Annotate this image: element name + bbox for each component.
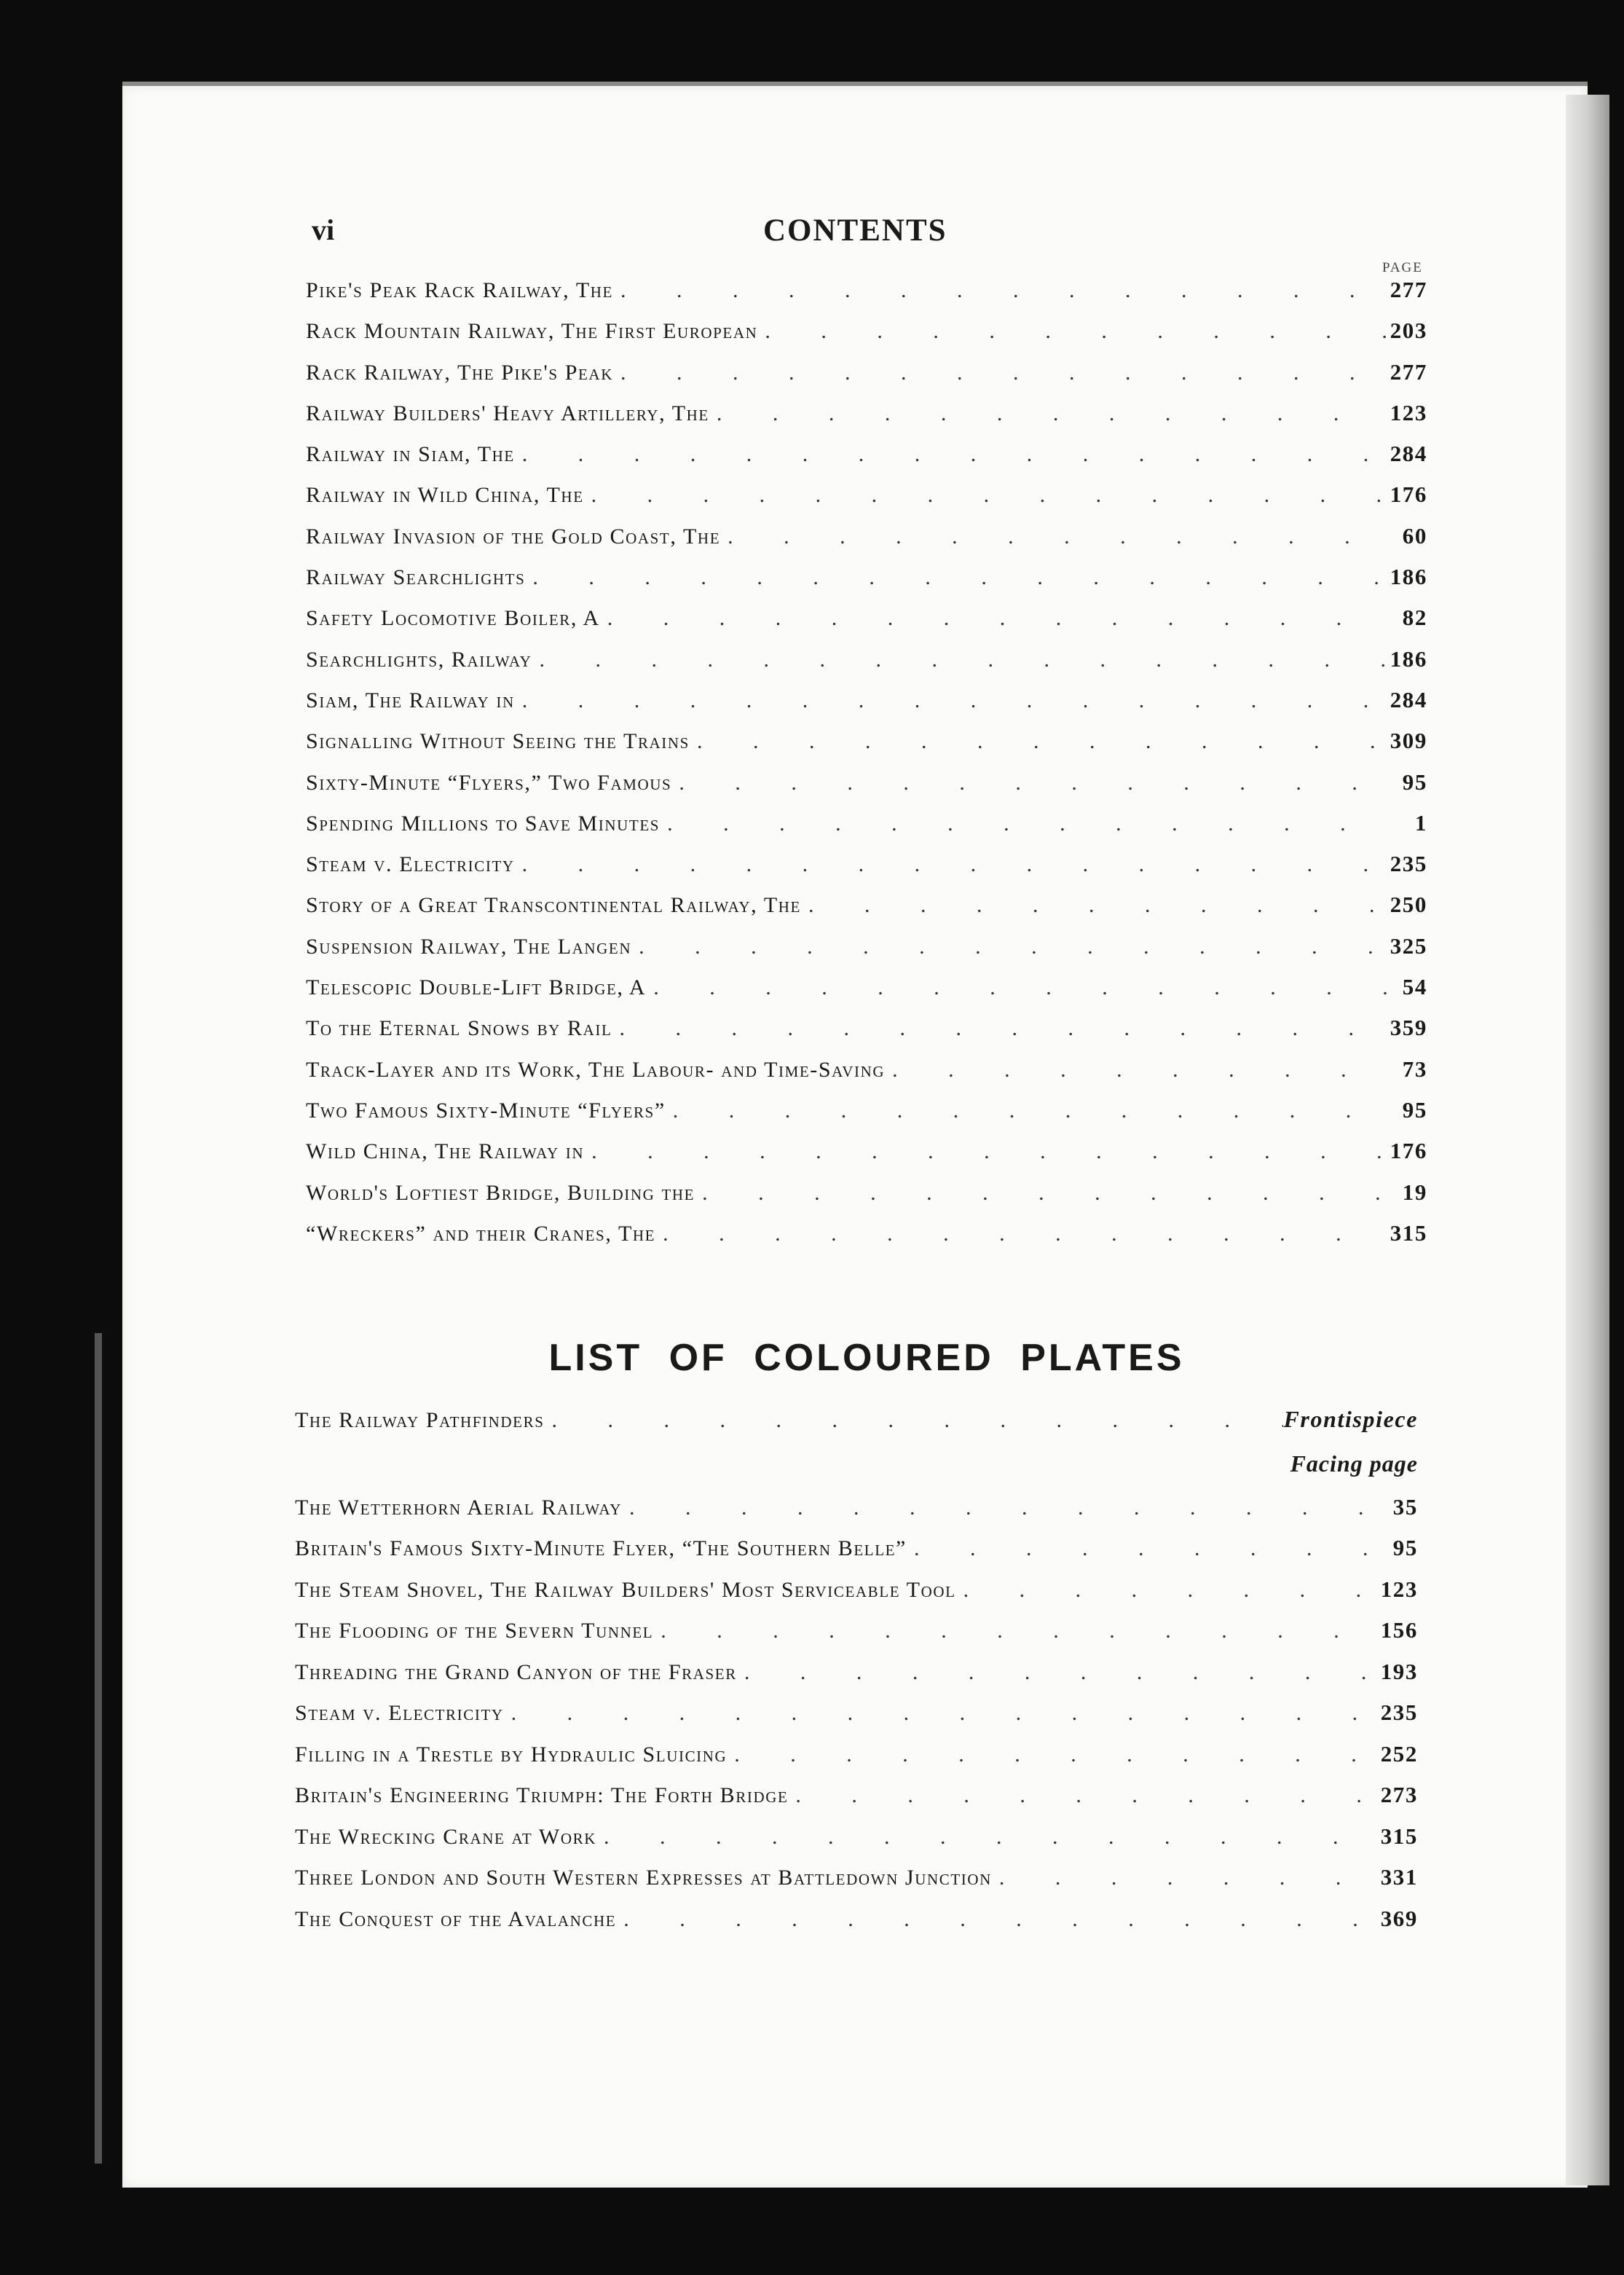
list-item bbox=[295, 1823, 1418, 1865]
entry-title: Signalling Without Seeing the Trains bbox=[306, 729, 690, 754]
entry-title: To the Eternal Snows by Rail bbox=[306, 1016, 612, 1041]
entry-page-number: 315 bbox=[1390, 1219, 1427, 1246]
entry-title: Sixty-Minute “Flyers,” Two Famous bbox=[306, 770, 672, 795]
list-item bbox=[295, 1659, 1418, 1700]
page-column-label: PAGE bbox=[1382, 260, 1423, 275]
list-item bbox=[306, 687, 1427, 728]
entry-title: Rack Mountain Railway, The First European bbox=[306, 319, 758, 344]
entry-title: The Flooding of the Severn Tunnel bbox=[295, 1619, 654, 1643]
page-edge bbox=[1566, 95, 1609, 2185]
entry-page-number: 73 bbox=[1402, 1056, 1427, 1082]
dot-leader bbox=[992, 1866, 1380, 1890]
dot-leader bbox=[646, 975, 1390, 1000]
dot-leader bbox=[600, 606, 1390, 631]
entry-title: Three London and South Western Expresses at Battledown Junction bbox=[295, 1866, 992, 1890]
list-item bbox=[306, 605, 1427, 645]
dot-leader bbox=[671, 771, 1390, 795]
entry-title: The Wrecking Crane at Work bbox=[295, 1824, 596, 1849]
entry-title: Railway Searchlights bbox=[306, 565, 526, 590]
entry-title: Filling in a Trestle by Hydraulic Sluicing bbox=[295, 1742, 728, 1767]
list-item bbox=[306, 769, 1427, 810]
entry-page-number: 277 bbox=[1390, 358, 1427, 385]
list-item bbox=[306, 441, 1427, 482]
list-item bbox=[306, 892, 1427, 932]
list-item bbox=[306, 646, 1427, 687]
entry-page-number: 60 bbox=[1402, 522, 1427, 549]
list-item bbox=[306, 359, 1427, 400]
entry-page-number: 359 bbox=[1390, 1015, 1427, 1041]
dot-leader bbox=[907, 1536, 1380, 1561]
entry-page-number: 203 bbox=[1390, 318, 1427, 344]
dot-leader bbox=[545, 1408, 1284, 1433]
dot-leader bbox=[655, 1222, 1390, 1246]
list-item bbox=[306, 523, 1427, 564]
dot-leader bbox=[612, 1016, 1390, 1041]
entry-title: Safety Locomotive Boiler, A bbox=[306, 606, 600, 631]
entry-page-number: 369 bbox=[1380, 1905, 1418, 1931]
entry-page-number: 176 bbox=[1390, 1138, 1427, 1164]
entry-page-number: 250 bbox=[1390, 892, 1427, 918]
list-item bbox=[295, 1741, 1418, 1783]
entry-title: Steam v. Electricity bbox=[295, 1701, 504, 1725]
dot-leader bbox=[631, 935, 1390, 959]
list-item bbox=[306, 810, 1427, 851]
entry-title: Suspension Railway, The Langen bbox=[306, 934, 632, 959]
list-item bbox=[306, 974, 1427, 1015]
dot-leader bbox=[584, 483, 1390, 508]
entry-title: Spending Millions to Save Minutes bbox=[306, 811, 661, 836]
entry-title: Track-Layer and its Work, The Labour- and Time-Saving bbox=[306, 1057, 886, 1082]
plates-heading: LIST OF COLOURED PLATES bbox=[548, 1337, 1185, 1379]
entry-title: “Wreckers” and their Cranes, The bbox=[306, 1221, 656, 1246]
entry-page-number: 277 bbox=[1390, 277, 1427, 302]
entry-page-number: 95 bbox=[1402, 1096, 1427, 1123]
entry-title: Telescopic Double-Lift Bridge, A bbox=[306, 975, 647, 1000]
entry-page-number: 284 bbox=[1390, 686, 1427, 712]
dot-leader bbox=[660, 812, 1390, 836]
list-item bbox=[295, 1494, 1418, 1536]
entry-page-number: 315 bbox=[1380, 1823, 1418, 1849]
list-item bbox=[295, 1700, 1418, 1741]
entry-page-number: 193 bbox=[1380, 1658, 1418, 1684]
entry-title: Threading the Grand Canyon of the Fraser bbox=[295, 1659, 737, 1684]
dot-leader bbox=[622, 1496, 1380, 1520]
dot-leader bbox=[788, 1783, 1380, 1808]
dot-leader bbox=[885, 1058, 1390, 1083]
dot-leader bbox=[727, 1742, 1380, 1767]
facing-page-label: Facing page bbox=[1290, 1450, 1418, 1477]
list-item bbox=[306, 1097, 1427, 1138]
dot-leader bbox=[737, 1660, 1380, 1685]
entry-page-number: 309 bbox=[1390, 728, 1427, 754]
entry-page-number: 325 bbox=[1390, 932, 1427, 959]
list-item bbox=[306, 318, 1427, 358]
entry-page-number: 186 bbox=[1390, 645, 1427, 672]
entry-page-number: 123 bbox=[1380, 1576, 1418, 1602]
list-item bbox=[306, 482, 1427, 522]
list-item bbox=[295, 1782, 1418, 1823]
dot-leader bbox=[525, 565, 1390, 590]
page-folio: vi bbox=[312, 213, 335, 246]
list-item bbox=[306, 277, 1427, 318]
list-item bbox=[306, 851, 1427, 892]
entry-page-number: 1 bbox=[1414, 809, 1427, 836]
entry-title: Railway Invasion of the Gold Coast, The bbox=[306, 524, 721, 549]
entry-title: Railway in Wild China, The bbox=[306, 483, 584, 508]
dot-leader bbox=[666, 1099, 1390, 1123]
list-item bbox=[306, 1220, 1427, 1261]
entry-page-number: 19 bbox=[1402, 1179, 1427, 1205]
plate-items bbox=[295, 1494, 1418, 1947]
entry-page-number: 95 bbox=[1402, 769, 1427, 795]
frontispiece-label: Frontispiece bbox=[1283, 1406, 1418, 1432]
dot-leader bbox=[515, 688, 1390, 713]
dot-leader bbox=[504, 1701, 1380, 1726]
entry-page-number: 186 bbox=[1390, 564, 1427, 590]
dot-leader bbox=[757, 319, 1390, 344]
entry-title: Pike's Peak Rack Railway, The bbox=[306, 278, 613, 302]
list-item bbox=[306, 1056, 1427, 1097]
dot-leader bbox=[584, 1139, 1390, 1164]
entry-title: Railway in Siam, The bbox=[306, 442, 515, 467]
dot-leader bbox=[596, 1825, 1380, 1850]
entry-page-number: 54 bbox=[1402, 974, 1427, 1000]
contents-list bbox=[306, 277, 1427, 1261]
dot-leader bbox=[613, 361, 1390, 385]
entry-page-number: 252 bbox=[1380, 1740, 1418, 1767]
list-item bbox=[306, 564, 1427, 605]
page-title: CONTENTS bbox=[763, 213, 947, 248]
dot-leader bbox=[695, 1181, 1390, 1206]
list-item bbox=[306, 400, 1427, 441]
entry-page-number: 176 bbox=[1390, 482, 1427, 508]
entry-title: Story of a Great Transcontinental Railway, The bbox=[306, 893, 801, 918]
entry-title: Britain's Famous Sixty-Minute Flyer, “The Southern Belle” bbox=[295, 1536, 907, 1560]
plate-title: The Railway Pathfinders bbox=[295, 1408, 545, 1432]
dot-leader bbox=[613, 278, 1390, 303]
entry-title: Searchlights, Railway bbox=[306, 647, 532, 672]
entry-page-number: 273 bbox=[1380, 1782, 1418, 1807]
entry-title: Rack Railway, The Pike's Peak bbox=[306, 360, 613, 385]
book-gutter bbox=[95, 1333, 102, 2164]
entry-title: Siam, The Railway in bbox=[306, 688, 515, 712]
dot-leader bbox=[616, 1907, 1380, 1932]
entry-page-number: 331 bbox=[1380, 1864, 1418, 1890]
plate-frontispiece-row bbox=[295, 1406, 1418, 1447]
entry-title: World's Loftiest Bridge, Building the bbox=[306, 1180, 695, 1205]
list-item bbox=[306, 1138, 1427, 1179]
list-item bbox=[295, 1535, 1418, 1576]
entry-title: Railway Builders' Heavy Artillery, The bbox=[306, 401, 709, 425]
entry-title: Steam v. Electricity bbox=[306, 852, 515, 877]
dot-leader bbox=[515, 852, 1390, 877]
dot-leader bbox=[515, 442, 1390, 467]
entry-title: Wild China, The Railway in bbox=[306, 1139, 585, 1164]
entry-page-number: 284 bbox=[1390, 441, 1427, 467]
dot-leader bbox=[801, 893, 1390, 918]
entry-page-number: 235 bbox=[1390, 851, 1427, 877]
list-item bbox=[295, 1864, 1418, 1906]
entry-title: The Steam Shovel, The Railway Builders' Most Serviceable Tool bbox=[295, 1577, 956, 1602]
entry-page-number: 95 bbox=[1392, 1535, 1418, 1560]
entry-title: The Wetterhorn Aerial Railway bbox=[295, 1495, 622, 1520]
entry-page-number: 235 bbox=[1380, 1700, 1418, 1725]
dot-leader bbox=[690, 729, 1390, 754]
plates-list bbox=[295, 1406, 1418, 1946]
list-item bbox=[306, 933, 1427, 974]
dot-leader bbox=[653, 1619, 1380, 1643]
entry-title: Britain's Engineering Triumph: The Forth Bridge bbox=[295, 1783, 789, 1807]
list-item bbox=[295, 1617, 1418, 1659]
list-item bbox=[295, 1576, 1418, 1618]
entry-page-number: 156 bbox=[1380, 1617, 1418, 1643]
list-item bbox=[295, 1906, 1418, 1947]
entry-page-number: 82 bbox=[1402, 605, 1427, 631]
entry-title: Two Famous Sixty-Minute “Flyers” bbox=[306, 1098, 666, 1123]
dot-leader bbox=[709, 401, 1390, 426]
dot-leader bbox=[720, 524, 1390, 549]
entry-page-number: 35 bbox=[1392, 1493, 1418, 1520]
list-item bbox=[306, 728, 1427, 769]
dot-leader bbox=[956, 1578, 1380, 1603]
list-item bbox=[306, 1015, 1427, 1056]
entry-page-number: 123 bbox=[1390, 399, 1427, 425]
dot-leader bbox=[532, 648, 1390, 672]
list-item bbox=[306, 1179, 1427, 1220]
entry-title: The Conquest of the Avalanche bbox=[295, 1906, 617, 1931]
